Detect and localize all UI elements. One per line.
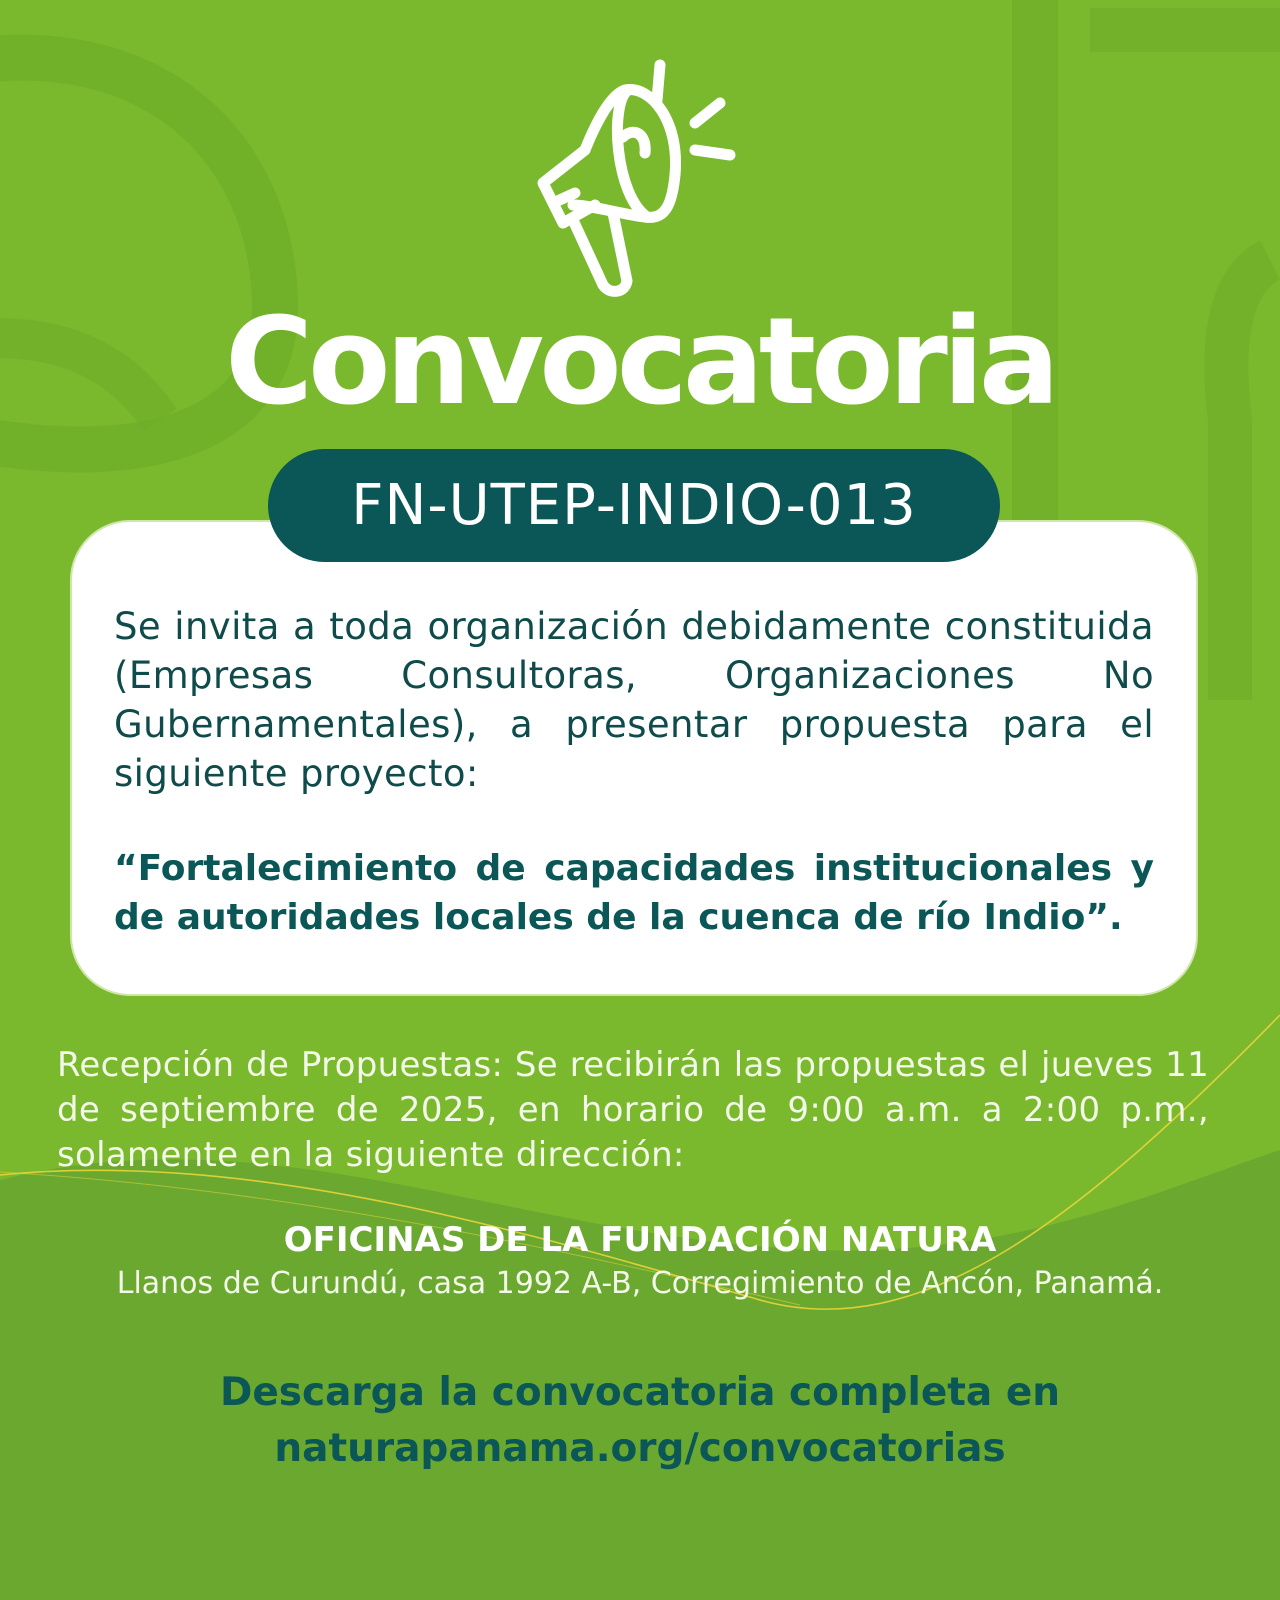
project-title: “Fortalecimiento de capacidades institucionales y de autoridades locales de la cuenca de río Indio”. (114, 848, 1154, 938)
office-address: Llanos de Curundú, casa 1992 A-B, Corregimiento de Ancón, Panamá. (116, 1266, 1164, 1301)
invitation-text: Se invita a toda organización debidamente constituida (Empresas Consultoras, Organizaciones No Gubernamentales), a presentar propuesta para el siguiente proyecto: (114, 605, 1154, 795)
invitation-card (70, 520, 1198, 996)
download-link[interactable]: naturapanama.org/convocatorias (274, 1426, 1006, 1471)
download-cta (0, 1365, 1280, 1477)
download-text: Descarga la convocatoria completa en (219, 1370, 1061, 1415)
reference-code-badge: FN-UTEP-INDIO-013 (268, 449, 1000, 562)
reception-text: Recepción de Propuestas: Se recibirán las propuestas el jueves 11 de septiembre de 2025, en horario de 9:00 a.m. a 2:00 p.m., solamente en la siguiente dirección: (57, 1045, 1209, 1175)
page-title: Convocatoria (225, 293, 1055, 432)
office-name: OFICINAS DE LA FUNDACIÓN NATURA (283, 1220, 997, 1260)
megaphone-icon (515, 55, 755, 300)
